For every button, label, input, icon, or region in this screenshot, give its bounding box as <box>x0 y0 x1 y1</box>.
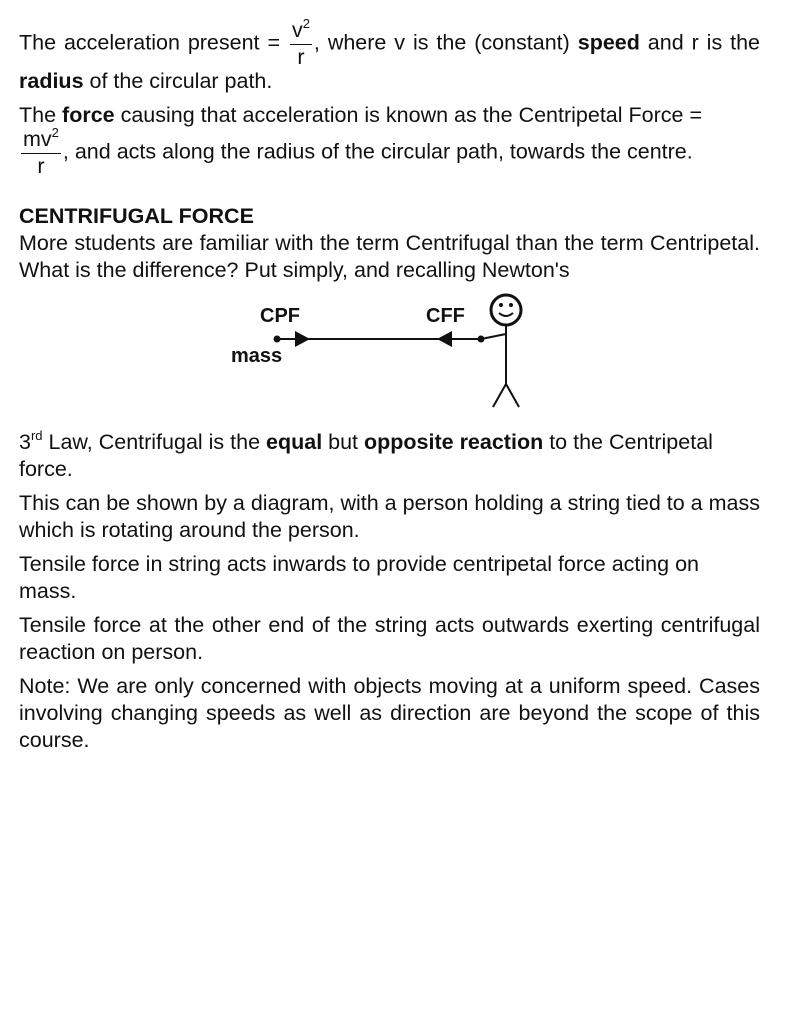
paragraph-tensile-outwards: Tensile force at the other end of the string acts outwards exerting centrifugal reaction on person. <box>19 613 760 664</box>
text-span: causing that acceleration is known as the Centripetal Force = <box>114 103 702 127</box>
fraction-mv2-over-r <box>21 125 61 178</box>
text-span: of the circular path. <box>83 69 273 93</box>
fraction-denominator: r <box>37 153 45 178</box>
superscript: 2 <box>302 16 310 31</box>
fraction-numerator <box>21 125 61 154</box>
label-cff: CFF <box>426 305 465 327</box>
fraction-numerator <box>290 16 312 45</box>
text-span: The <box>19 103 63 127</box>
text-span: v <box>291 18 303 42</box>
cff-arrow <box>437 331 452 347</box>
paragraph-centrifugal-intro: More students are familiar with the term Centrifugal than the term Centripetal. What is the difference? Put simply, and recalling Newton's <box>19 231 760 282</box>
label-mass: mass <box>231 345 283 367</box>
text-span: mv <box>23 127 52 151</box>
fraction-v2-over-r <box>290 16 312 69</box>
arm <box>481 334 506 339</box>
bold-term-opposite-reaction: opposite reaction <box>364 430 544 454</box>
eye <box>509 303 513 307</box>
stick-figure <box>481 295 521 407</box>
centripetal-centrifugal-diagram <box>19 284 760 429</box>
text-span: but <box>322 430 365 454</box>
text-span: , and acts along the radius of the circular path, towards the centre. <box>62 139 693 164</box>
right-leg <box>506 384 519 407</box>
paragraph-note: Note: We are only concerned with objects moving at a uniform speed. Cases involving changing speeds as well as direction are beyond the scope of this course. <box>19 674 760 752</box>
superscript: rd <box>30 428 43 443</box>
bold-term-equal: equal <box>266 430 323 454</box>
text-span: to the Centripetal force. <box>19 430 713 481</box>
document-page <box>19 16 760 754</box>
diagram-svg <box>19 284 760 429</box>
paragraph-centripetal-force <box>19 102 760 177</box>
text-span: , where v is the (constant) <box>313 30 578 55</box>
eye <box>499 303 503 307</box>
text-span: 3 <box>19 430 31 454</box>
head <box>491 295 521 325</box>
paragraph-tensile-inwards: Tensile force in string acts inwards to provide centripetal force acting on mass. <box>19 552 699 603</box>
paragraph-acceleration <box>19 16 760 95</box>
left-leg <box>493 384 506 407</box>
paragraph-diagram-explanation: This can be shown by a diagram, with a person holding a string tied to a mass which is rotating around the person. <box>19 491 760 542</box>
text-span: Law, Centrifugal is the <box>42 430 267 454</box>
fraction-denominator: r <box>297 44 305 69</box>
cpf-arrow <box>295 331 310 347</box>
label-cpf: CPF <box>260 305 300 327</box>
text-span: and r is the <box>639 30 760 55</box>
paragraph-third-law <box>19 429 760 483</box>
bold-term-radius: radius <box>19 69 84 93</box>
text-span: The acceleration present = <box>19 30 281 55</box>
bold-term-force: force <box>62 103 115 127</box>
section-heading: CENTRIFUGAL FORCE <box>19 204 254 228</box>
bold-term-speed: speed <box>577 30 640 55</box>
superscript: 2 <box>51 125 59 140</box>
